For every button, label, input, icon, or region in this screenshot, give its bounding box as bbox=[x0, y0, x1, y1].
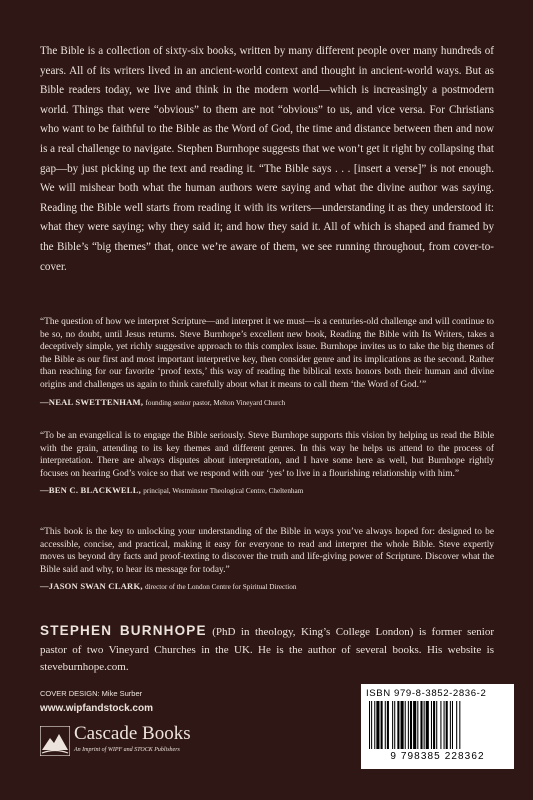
endorsement-3 bbox=[40, 526, 494, 593]
barcode-digits: 9 798385 228362 bbox=[390, 751, 485, 762]
publisher-logo bbox=[40, 723, 220, 763]
barcode-icon bbox=[369, 701, 507, 749]
author-bio-text: (PhD in theology, King’s College London) is former senior pastor of two Vineyard Churches in the UK. He is the author of several books. His website is steveburnhope.com. bbox=[40, 626, 494, 674]
endorsement-text: “The question of how we interpret Scripture—and interpret it we must—is a centuries-old challenge and will continue to be so, no doubt, until Jesus returns. Steve Burnhope’s excellent new book, Reading the Bible with Its Writers, takes a deceptively simple, yet richly suggestive approach to this complex issue. Burnhope invites us to take the big themes of the Bible as our first and most important interpretive key, then consider genre and its implications as the second. Rather than reaching for our favorite ‘proof texts,’ this way of reading the biblical texts honors both their human and divine origins and challenges us again to think carefully about what it means to call them ‘the Word of God.’” bbox=[40, 317, 494, 390]
endorsement-attribution bbox=[40, 396, 494, 409]
book-description: The Bible is a collection of sixty-six books, written by many different people over many hundreds of years. All of its writers lived in an ancient-world context and thought in ancient-world ways. But as Bible readers today, we live and think in the modern world—which is increasingly a postmodern world. Things that were “obvious” to them are not “obvious” to us, and vice versa. For Christians who want to be faithful to the Bible as the Word of God, the time and distance between then and now is a real challenge to navigate. Stephen Burnhope suggests that we won’t get it right by collapsing that gap—by just picking up the text and reading it. “The Bible says . . . [insert a verse]” is not enough. We will mishear both what the human authors were saying and what the divine author was saying. Reading the Bible well starts from reading it with its writers—understanding it as they understood it: what they were saying; why they said it; and how they said it. All of which is shaped and framed by the Bible’s “big themes” that, once we’re aware of them, we see running throughout, from cover-to-cover. bbox=[40, 45, 494, 273]
endorser-role: principal, Westminster Theological Centre, Cheltenham bbox=[143, 487, 304, 496]
endorsement-attribution bbox=[40, 580, 494, 593]
author-name: STEPHEN BURNHOPE bbox=[40, 623, 207, 638]
publisher-website: www.wipfandstock.com bbox=[40, 703, 153, 714]
isbn-label: ISBN 979-8-3852-2836-2 bbox=[366, 688, 487, 699]
endorsement-text: “To be an evangelical is to engage the Bible seriously. Steve Burnhope supports this vision by helping us read the Bible with the grain, attending to its key themes and different genres. In this way he helps us attend to the process of interpretation. There are always disputes about interpretation, and I have some here as well, but Burnhope rightly focuses on hearing God’s voice so that we respond with our ‘yes’ to live in a flourishing relationship with him.” bbox=[40, 431, 494, 479]
endorser-name: —JASON SWAN CLARK, bbox=[40, 581, 143, 592]
endorsement-attribution bbox=[40, 484, 494, 497]
endorser-role: director of the London Centre for Spiritual Direction bbox=[144, 583, 297, 592]
barcode-box bbox=[361, 684, 514, 769]
endorsement-2 bbox=[40, 430, 494, 497]
publisher-name: Cascade Books bbox=[74, 723, 191, 744]
endorsement-1 bbox=[40, 316, 494, 409]
publisher-tagline: An Imprint of WIPF and STOCK Publishers bbox=[74, 747, 180, 753]
mountain-icon bbox=[40, 726, 70, 756]
endorser-role: founding senior pastor, Melton Vineyard Church bbox=[145, 398, 286, 407]
endorser-name: —BEN C. BLACKWELL, bbox=[40, 485, 142, 496]
endorsement-text: “This book is the key to unlocking your understanding of the Bible in ways you’ve always hoped for: designed to be accessible, concise, and practical, making it easy for everyone to read and interpret the whole Bible. Steve expertly moves us beyond dry facts and proof-texting to discover the truth and life-giving power of Scripture. Discover what the Bible said and why, to hear its message for today.” bbox=[40, 527, 494, 575]
author-bio bbox=[40, 622, 494, 677]
endorser-name: —NEAL SWETTENHAM, bbox=[40, 396, 144, 407]
cover-design-credit: COVER DESIGN: Mike Surber bbox=[40, 689, 143, 698]
